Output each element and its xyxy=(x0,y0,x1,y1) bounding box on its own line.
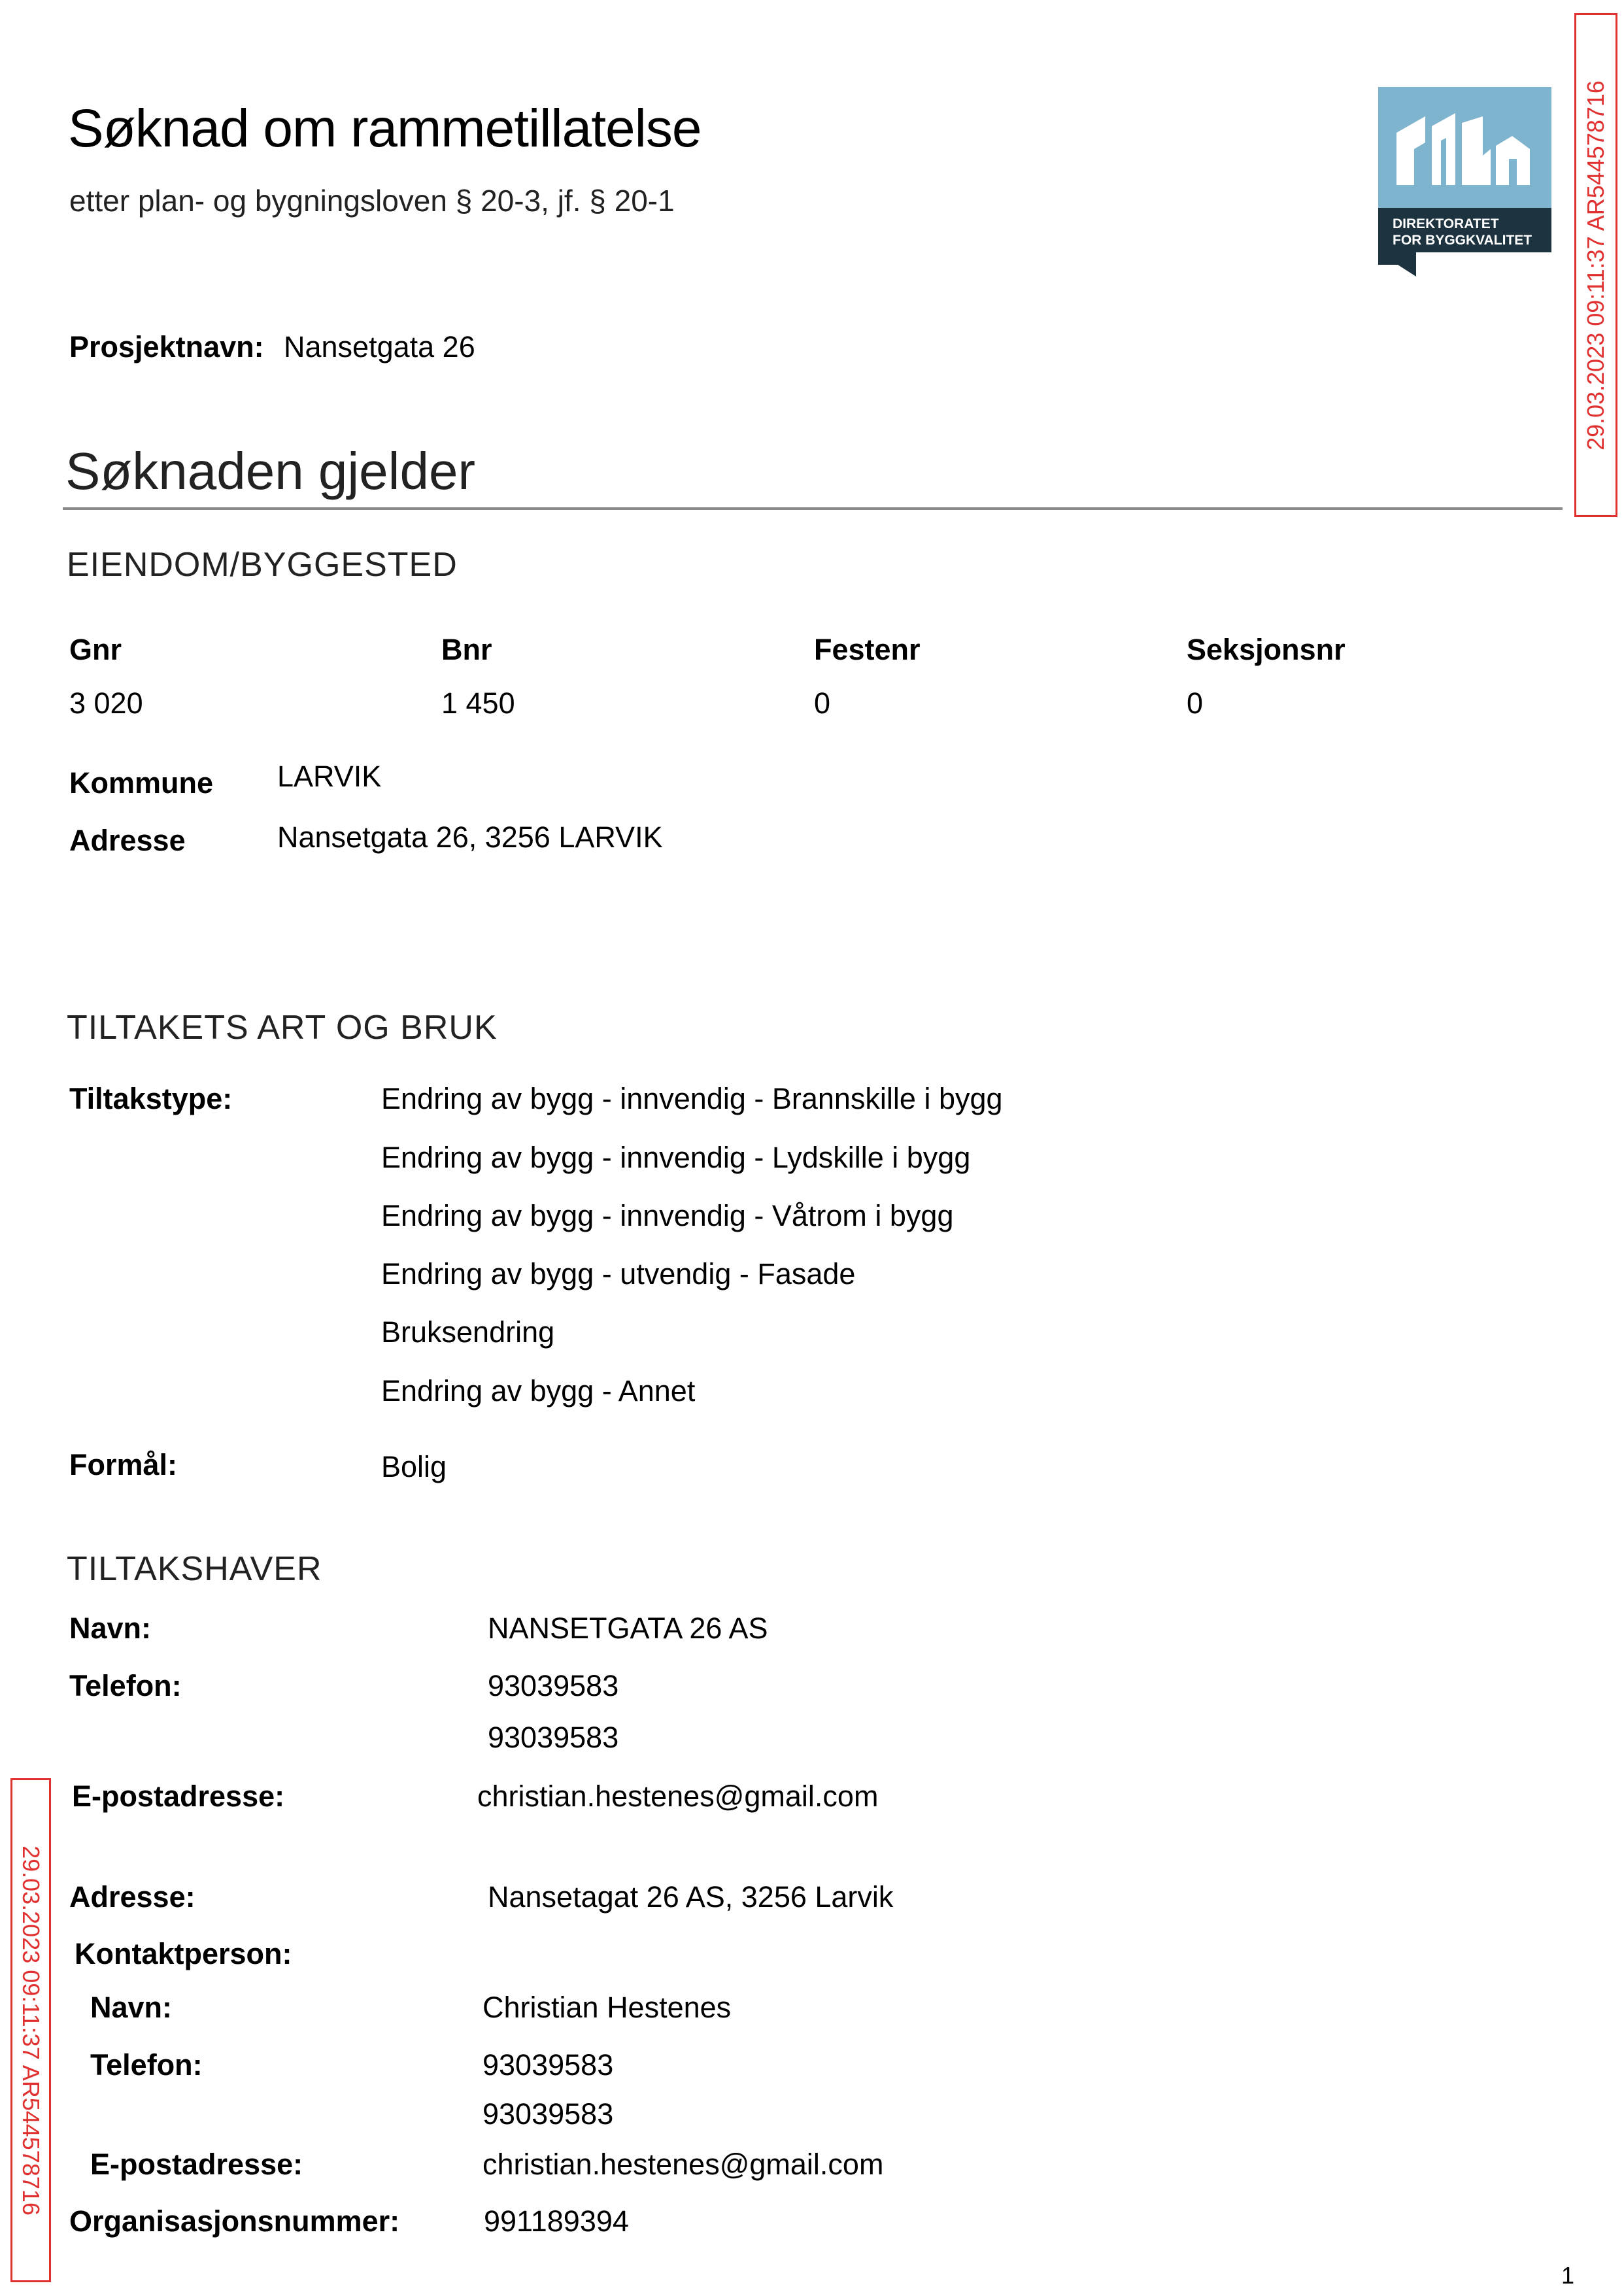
receipt-stamp-text: 29.03.2023 09:11:37 AR544578716 xyxy=(18,1845,44,2216)
kontakt-telefon-value: 93039583 xyxy=(482,2048,614,2082)
bnr-value: 1 450 xyxy=(441,686,515,720)
formal-label: Formål: xyxy=(69,1448,178,1481)
document-subtitle: etter plan- og bygningsloven § 20-3, jf. § 20-1 xyxy=(69,184,675,218)
seksjonsnr-label: Seksjonsnr xyxy=(1187,633,1345,666)
kontakt-epost-label: E-postadresse: xyxy=(90,2148,303,2181)
tiltakshaver-heading: TILTAKSHAVER xyxy=(67,1550,322,1588)
adresse-value: Nansetgata 26, 3256 LARVIK xyxy=(277,820,663,854)
tiltakshaver-navn-label: Navn: xyxy=(69,1611,152,1645)
receipt-stamp-bottom xyxy=(10,1778,51,2282)
dibk-buildings-logo-icon xyxy=(1378,87,1551,277)
eiendom-heading: EIENDOM/BYGGESTED xyxy=(67,546,458,584)
kontakt-navn-value: Christian Hestenes xyxy=(482,1991,732,2024)
formal-value: Bolig xyxy=(381,1450,447,1483)
festenr-label: Festenr xyxy=(814,633,921,666)
gnr-label: Gnr xyxy=(69,633,122,666)
gnr-value: 3 020 xyxy=(69,686,143,720)
receipt-stamp-top xyxy=(1574,13,1617,517)
tiltak-heading: TILTAKETS ART OG BRUK xyxy=(67,1009,498,1047)
orgnr-value: 991189394 xyxy=(484,2204,629,2238)
tiltakstype-item: Endring av bygg - innvendig - Brannskille i bygg xyxy=(381,1082,1003,1115)
dibk-logo xyxy=(1378,87,1551,277)
kommune-value: LARVIK xyxy=(277,760,382,793)
logo-line-2: FOR BYGGKVALITET xyxy=(1393,233,1532,248)
tiltakshaver-telefon-value: 93039583 xyxy=(488,1721,619,1754)
tiltakshaver-telefon-value: 93039583 xyxy=(488,1669,619,1702)
page-number: 1 xyxy=(1561,2262,1575,2289)
kontakt-epost-value: christian.hestenes@gmail.com xyxy=(482,2148,884,2181)
tiltakstype-item: Endring av bygg - utvendig - Fasade xyxy=(381,1257,856,1290)
tiltakshaver-epost-label: E-postadresse: xyxy=(72,1780,285,1813)
project-name-label: Prosjektnavn: xyxy=(69,330,264,363)
kontakt-telefon-value: 93039583 xyxy=(482,2097,614,2131)
logo-line-1: DIREKTORATET xyxy=(1393,216,1499,231)
document-title: Søknad om rammetillatelse xyxy=(68,99,702,158)
tiltakshaver-adresse-label: Adresse: xyxy=(69,1880,195,1914)
tiltakstype-item: Endring av bygg - innvendig - Lydskille i bygg xyxy=(381,1141,971,1174)
kontakt-telefon-label: Telefon: xyxy=(90,2048,203,2082)
tiltakshaver-epost-value: christian.hestenes@gmail.com xyxy=(477,1780,879,1813)
tiltakshaver-adresse-value: Nansetagat 26 AS, 3256 Larvik xyxy=(488,1880,894,1914)
section-title: Søknaden gjelder xyxy=(65,442,476,500)
tiltakstype-item: Bruksendring xyxy=(381,1315,555,1349)
tiltakstype-item: Endring av bygg - innvendig - Våtrom i bygg xyxy=(381,1199,954,1232)
tiltakstype-label: Tiltakstype: xyxy=(69,1082,233,1115)
adresse-label: Adresse xyxy=(69,824,186,857)
tiltakstype-item: Endring av bygg - Annet xyxy=(381,1374,696,1408)
project-name-value: Nansetgata 26 xyxy=(284,330,475,363)
orgnr-label: Organisasjonsnummer: xyxy=(69,2204,400,2238)
kontakt-navn-label: Navn: xyxy=(90,1991,173,2024)
seksjonsnr-value: 0 xyxy=(1187,686,1204,720)
kommune-label: Kommune xyxy=(69,766,214,800)
tiltakshaver-telefon-label: Telefon: xyxy=(69,1669,182,1702)
festenr-value: 0 xyxy=(814,686,831,720)
receipt-stamp-text: 29.03.2023 09:11:37 AR544578716 xyxy=(1582,80,1609,450)
section-divider xyxy=(63,507,1563,510)
bnr-label: Bnr xyxy=(441,633,492,666)
kontaktperson-label: Kontaktperson: xyxy=(75,1937,292,1970)
tiltakshaver-navn-value: NANSETGATA 26 AS xyxy=(488,1611,768,1645)
